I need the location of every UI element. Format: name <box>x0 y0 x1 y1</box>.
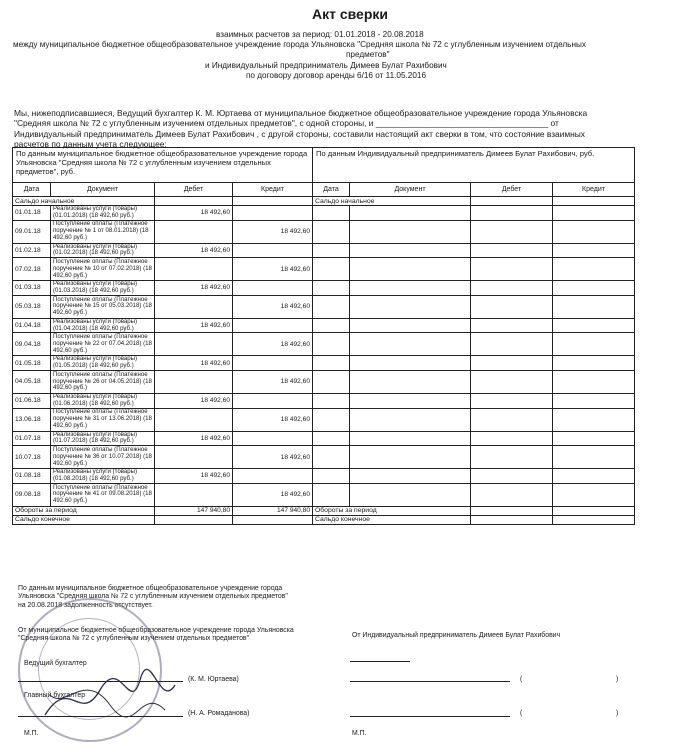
left-party-header: По данным муниципальное бюджетное общеобразовательное учреждение города Ульяновска "Средняя школа № 72 с углубленным изучением отдельных предметов", руб. <box>13 148 313 183</box>
table-row <box>13 220 635 243</box>
row-document-right <box>350 356 471 371</box>
right-name-placeholder-1-close: ) <box>616 676 619 683</box>
opening-balance-label-left: Сальдо начальное <box>13 197 155 206</box>
document-title: Акт сверки <box>311 6 389 22</box>
row-document: Реализованы услуги (товары) (01.01.2018) (18 492,60 руб.) <box>51 206 155 221</box>
row-credit-right <box>553 408 635 431</box>
row-document-right <box>350 333 471 356</box>
closing-debit-left <box>155 515 233 524</box>
row-debit-right <box>471 206 553 221</box>
opening-debit-left <box>155 197 233 206</box>
lead-accountant-name: (К. М. Юртаева) <box>188 676 239 683</box>
right-party-header: По данным Индивидуальный предприниматель Димеев Булат Рахибович, руб. <box>313 148 635 183</box>
row-date: 09.04.18 <box>13 333 51 356</box>
row-document: Поступление оплаты (Платежное поручение № 41 от 09.08.2018) (18 492,60 руб.) <box>51 483 155 506</box>
row-debit: 18 492,60 <box>155 206 233 221</box>
row-debit-right <box>471 243 553 258</box>
row-date: 01.08.18 <box>13 469 51 484</box>
turnover-debit-right <box>471 506 553 515</box>
right-name-placeholder-2-close: ) <box>616 710 619 717</box>
left-party-block <box>18 627 338 644</box>
row-document-right <box>350 408 471 431</box>
row-debit <box>155 370 233 393</box>
row-document-right <box>350 295 471 318</box>
turnover-label-left: Обороты за период <box>13 506 155 515</box>
row-credit: 18 492,60 <box>233 370 313 393</box>
row-date-right <box>313 258 350 281</box>
row-date-right <box>313 431 350 446</box>
table-row <box>13 370 635 393</box>
row-date-right <box>313 446 350 469</box>
opening-credit-right <box>553 197 635 206</box>
row-document-right <box>350 206 471 221</box>
row-date-right <box>313 295 350 318</box>
row-document: Поступление оплаты (Платежное поручение № 22 от 07.04.2018) (18 492,60 руб.) <box>51 333 155 356</box>
row-debit-right <box>471 393 553 408</box>
and-line: и Индивидуальный предприниматель Димеев Булат Рахибович <box>205 61 447 70</box>
stamp-place-right: М.П. <box>352 730 367 737</box>
row-document-right <box>350 469 471 484</box>
row-debit-right <box>471 318 553 333</box>
reconciliation-table <box>12 147 635 525</box>
row-date: 04.05.18 <box>13 370 51 393</box>
row-credit-right <box>553 318 635 333</box>
row-credit <box>233 431 313 446</box>
row-document: Реализованы услуги (товары) (01.07.2018) (18 492,60 руб.) <box>51 431 155 446</box>
table-row <box>13 431 635 446</box>
row-document-right <box>350 258 471 281</box>
row-debit: 18 492,60 <box>155 243 233 258</box>
row-credit <box>233 356 313 371</box>
row-document: Поступление оплаты (Платежное поручение № 31 от 13.06.2018) (18 492,60 руб.) <box>51 408 155 431</box>
row-credit <box>233 281 313 296</box>
row-date: 01.05.18 <box>13 356 51 371</box>
table-row <box>13 281 635 296</box>
intro-line-1: Мы, нижеподписавшиеся, Ведущий бухгалтер К. М. Юртаева от муниципальное бюджетное общеобразовательное учреждение города Ульяновска <box>14 108 588 118</box>
row-credit <box>233 318 313 333</box>
right-name-placeholder-2: ( <box>520 710 523 717</box>
row-date: 01.02.18 <box>13 243 51 258</box>
lead-accountant-label: Ведущий бухгалтер <box>24 660 87 667</box>
row-credit-right <box>553 243 635 258</box>
row-credit <box>233 469 313 484</box>
row-debit: 18 492,60 <box>155 318 233 333</box>
row-date: 09.01.18 <box>13 220 51 243</box>
row-debit-right <box>471 370 553 393</box>
right-signature-line-1 <box>350 661 410 662</box>
row-credit: 18 492,60 <box>233 333 313 356</box>
row-credit-right <box>553 258 635 281</box>
row-debit <box>155 220 233 243</box>
row-credit: 18 492,60 <box>233 446 313 469</box>
row-date-right <box>313 393 350 408</box>
opening-credit-left <box>233 197 313 206</box>
row-credit: 18 492,60 <box>233 258 313 281</box>
row-document-right <box>350 281 471 296</box>
closing-balance-label-left: Сальдо конечное <box>13 515 155 524</box>
row-date-right <box>313 408 350 431</box>
row-debit: 18 492,60 <box>155 431 233 446</box>
row-date-right <box>313 220 350 243</box>
left-party-line-1: От муниципальное бюджетное общеобразовательное учреждение города Ульяновска <box>18 627 294 634</box>
row-document: Реализованы услуги (товары) (01.03.2018) (18 492,60 руб.) <box>51 281 155 296</box>
row-credit-right <box>553 220 635 243</box>
row-debit-right <box>471 431 553 446</box>
row-debit <box>155 333 233 356</box>
row-debit-right <box>471 281 553 296</box>
intro-line-2: "Средняя школа № 72 с углубленным изучением отдельных предметов", с одной стороны, и _____________________________________ от <box>14 118 559 129</box>
signature-scribble <box>40 655 180 735</box>
chief-accountant-name: (Н. А. Ромаданова) <box>188 710 250 717</box>
contract-line: по договору договор аренды 6/16 от 11.05.2016 <box>246 71 427 80</box>
row-document-right <box>350 393 471 408</box>
table-row <box>13 408 635 431</box>
row-document-right <box>350 370 471 393</box>
right-name-placeholder-1: ( <box>520 676 523 683</box>
row-credit <box>233 393 313 408</box>
row-credit-right <box>553 446 635 469</box>
row-date-right <box>313 483 350 506</box>
col-document-right: Документ <box>350 183 471 197</box>
row-document: Поступление оплаты (Платежное поручение № 15 от 05.03.2018) (18 492,60 руб.) <box>51 295 155 318</box>
row-date: 13.06.18 <box>13 408 51 431</box>
row-debit-right <box>471 408 553 431</box>
row-date-right <box>313 469 350 484</box>
row-date-right <box>313 318 350 333</box>
table-row <box>13 258 635 281</box>
row-debit-right <box>471 356 553 371</box>
row-date: 01.06.18 <box>13 393 51 408</box>
row-credit: 18 492,60 <box>233 483 313 506</box>
row-debit <box>155 483 233 506</box>
table-row <box>13 356 635 371</box>
closing-balance-label-right: Сальдо конечное <box>313 515 471 524</box>
table-row <box>13 333 635 356</box>
table-row <box>13 483 635 506</box>
right-signature-line-3 <box>350 716 510 717</box>
between-line-2: предметов" <box>346 50 390 59</box>
row-credit: 18 492,60 <box>233 220 313 243</box>
conclusion-line-1: По данным муниципальное бюджетное общеобразовательное учреждение города <box>18 585 283 592</box>
row-date-right <box>313 206 350 221</box>
col-debit-left: Дебет <box>155 183 233 197</box>
row-document: Поступление оплаты (Платежное поручение № 36 от 10.07.2018) (18 492,60 руб.) <box>51 446 155 469</box>
row-date: 07.02.18 <box>13 258 51 281</box>
row-debit-right <box>471 258 553 281</box>
row-credit: 18 492,60 <box>233 408 313 431</box>
col-credit-left: Кредит <box>233 183 313 197</box>
opening-debit-right <box>471 197 553 206</box>
row-date: 01.04.18 <box>13 318 51 333</box>
row-credit-right <box>553 483 635 506</box>
row-debit-right <box>471 446 553 469</box>
table-row <box>13 446 635 469</box>
table-row <box>13 469 635 484</box>
row-document: Реализованы услуги (товары) (01.04.2018) (18 492,60 руб.) <box>51 318 155 333</box>
row-document-right <box>350 318 471 333</box>
opening-balance-label-right: Сальдо начальное <box>313 197 471 206</box>
row-date: 09.08.18 <box>13 483 51 506</box>
row-date: 10.07.18 <box>13 446 51 469</box>
intro-paragraph <box>14 108 688 150</box>
table-row <box>13 243 635 258</box>
row-credit: 18 492,60 <box>233 295 313 318</box>
row-credit-right <box>553 393 635 408</box>
intro-line-3: Индивидуальный предприниматель Димеев Булат Рахибович , с другой стороны, составили настоящий акт сверки в том, что состояние взаимных <box>14 128 585 139</box>
row-document-right <box>350 220 471 243</box>
col-date-right: Дата <box>313 183 350 197</box>
row-credit-right <box>553 356 635 371</box>
closing-credit-right <box>553 515 635 524</box>
row-debit: 18 492,60 <box>155 393 233 408</box>
row-debit-right <box>471 220 553 243</box>
row-document: Реализованы услуги (товары) (01.05.2018) (18 492,60 руб.) <box>51 356 155 371</box>
row-credit <box>233 243 313 258</box>
row-debit <box>155 446 233 469</box>
row-document: Реализованы услуги (товары) (01.02.2018) (18 492,60 руб.) <box>51 243 155 258</box>
row-date-right <box>313 243 350 258</box>
row-credit-right <box>553 333 635 356</box>
row-date-right <box>313 281 350 296</box>
row-document: Поступление оплаты (Платежное поручение № 1 от 08.01.2018) (18 492,60 руб.) <box>51 220 155 243</box>
row-credit-right <box>553 206 635 221</box>
turnover-debit-left: 147 940,80 <box>155 506 233 515</box>
table-row <box>13 318 635 333</box>
right-party-line: От Индивидуальный предприниматель Димеев Булат Рахибович <box>352 632 561 639</box>
conclusion-line-3: на 20.08.2018 задолженность отсутствует. <box>18 601 153 609</box>
left-party-line-2: "Средняя школа № 72 с углубленным изучением отдельных предметов" <box>18 635 250 643</box>
row-debit-right <box>471 333 553 356</box>
closing-debit-right <box>471 515 553 524</box>
between-line-1: между муниципальное бюджетное общеобразовательное учреждение города Ульяновска "Средняя школа № 72 с углубленным изучением отдельных <box>13 40 586 49</box>
conclusion-line-2: Ульяновска "Средняя школа № 72 с углубленным изучением отдельных предметов" <box>18 593 288 601</box>
col-date-left: Дата <box>13 183 51 197</box>
row-credit-right <box>553 295 635 318</box>
row-debit: 18 492,60 <box>155 281 233 296</box>
row-document: Поступление оплаты (Платежное поручение № 10 от 07.02.2018) (18 492,60 руб.) <box>51 258 155 281</box>
col-credit-right: Кредит <box>553 183 635 197</box>
row-date-right <box>313 370 350 393</box>
period-line: взаимных расчетов за период: 01.01.2018 - 20.08.2018 <box>216 30 424 39</box>
row-document-right <box>350 446 471 469</box>
row-debit-right <box>471 469 553 484</box>
row-document: Поступление оплаты (Платежное поручение № 26 от 04.05.2018) (18 492,60 руб.) <box>51 370 155 393</box>
row-credit-right <box>553 281 635 296</box>
col-debit-right: Дебет <box>471 183 553 197</box>
row-debit <box>155 295 233 318</box>
row-date: 05.03.18 <box>13 295 51 318</box>
row-date: 01.07.18 <box>13 431 51 446</box>
row-credit-right <box>553 431 635 446</box>
table-row <box>13 206 635 221</box>
row-date-right <box>313 333 350 356</box>
row-debit <box>155 258 233 281</box>
row-document-right <box>350 483 471 506</box>
row-credit <box>233 206 313 221</box>
stamp-place-left: М.П. <box>24 730 39 737</box>
row-debit-right <box>471 295 553 318</box>
closing-credit-left <box>233 515 313 524</box>
turnover-label-right: Обороты за период <box>313 506 471 515</box>
row-debit-right <box>471 483 553 506</box>
row-debit <box>155 408 233 431</box>
row-debit: 18 492,60 <box>155 469 233 484</box>
turnover-credit-left: 147 940,80 <box>233 506 313 515</box>
row-document: Реализованы услуги (товары) (01.06.2018) (18 492,60 руб.) <box>51 393 155 408</box>
row-credit-right <box>553 370 635 393</box>
turnover-credit-right <box>553 506 635 515</box>
table-row <box>13 393 635 408</box>
row-date-right <box>313 356 350 371</box>
chief-accountant-label: Главный бухгалтер <box>24 692 86 699</box>
row-debit: 18 492,60 <box>155 356 233 371</box>
transaction-rows <box>13 206 635 507</box>
table-row <box>13 295 635 318</box>
right-signature-line-2 <box>350 681 510 682</box>
row-date: 01.03.18 <box>13 281 51 296</box>
row-date: 01.01.18 <box>13 206 51 221</box>
row-document: Реализованы услуги (товары) (01.08.2018) (18 492,60 руб.) <box>51 469 155 484</box>
row-document-right <box>350 431 471 446</box>
col-document-left: Документ <box>51 183 155 197</box>
row-credit-right <box>553 469 635 484</box>
row-document-right <box>350 243 471 258</box>
intro-line-4: расчетов по данным учета следующее: <box>14 139 167 150</box>
